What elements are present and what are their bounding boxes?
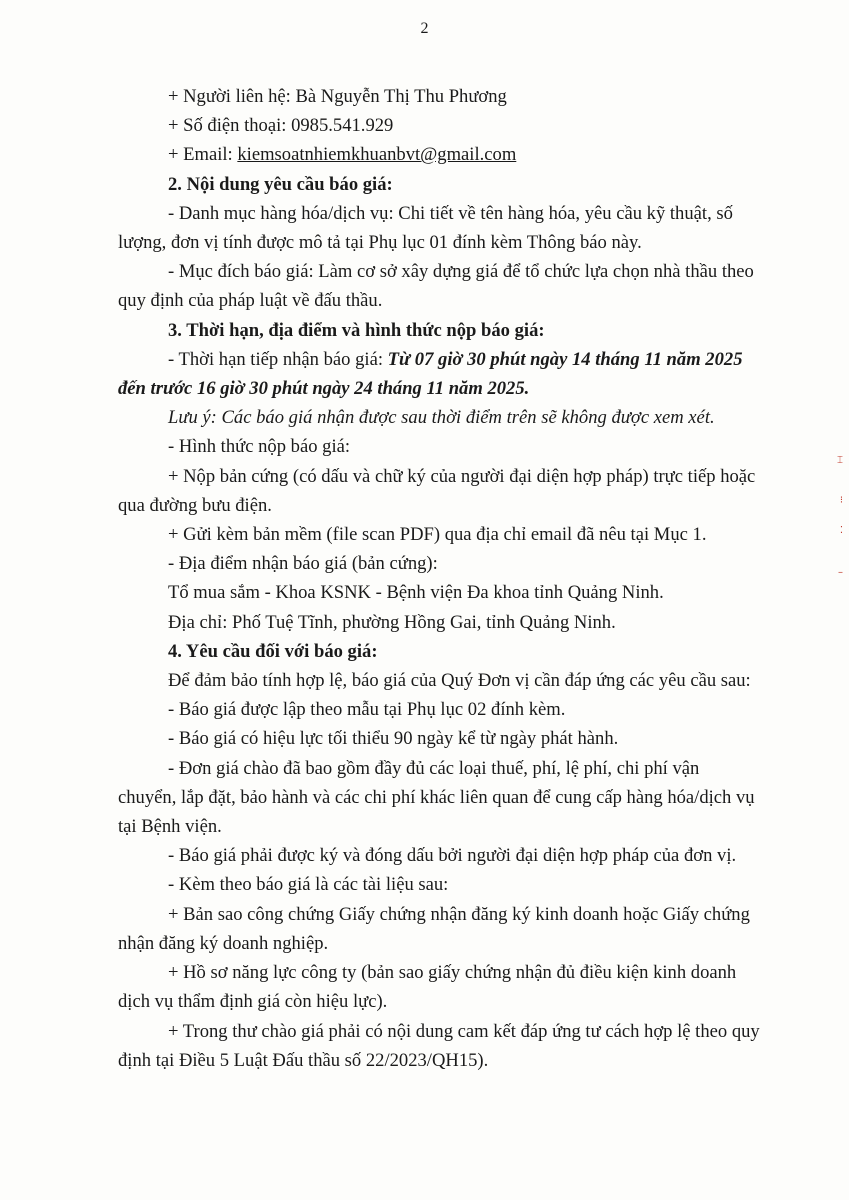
receiving-place-label: - Địa điểm nhận báo giá (bản cứng): bbox=[168, 553, 438, 575]
contact-email-line bbox=[118, 140, 760, 169]
attached-doc-1: + Bản sao công chứng Giấy chứng nhận đăng ký kinh doanh hoặc Giấy chứng nhận đăng ký doanh nghiệp. bbox=[118, 903, 750, 954]
section-4-heading: 4. Yêu cầu đối với báo giá: bbox=[168, 640, 378, 662]
contact-phone: + Số điện thoại: 0985.541.929 bbox=[168, 115, 394, 137]
requirement-5: - Kèm theo báo giá là các tài liệu sau: bbox=[168, 874, 449, 896]
submission-form-label: - Hình thức nộp báo giá: bbox=[168, 436, 351, 458]
contact-email-label: + Email: bbox=[168, 144, 238, 166]
attached-doc-2: + Hồ sơ năng lực công ty (bản sao giấy chứng nhận đủ điều kiện kinh doanh dịch vụ thẩm định giá còn hiệu lực). bbox=[118, 962, 737, 1013]
section-2-item-2: - Mục đích báo giá: Làm cơ sở xây dựng giá để tổ chức lựa chọn nhà thầu theo quy định của pháp luật về đấu thầu. bbox=[118, 261, 754, 312]
receiving-address: Địa chỉ: Phố Tuệ Tĩnh, phường Hồng Gai, tỉnh Quảng Ninh. bbox=[168, 611, 616, 633]
requirement-3: - Đơn giá chào đã bao gồm đầy đủ các loại thuế, phí, lệ phí, chi phí vận chuyển, lắp đặt, bảo hành và các chi phí khác liên quan để cung cấp hàng hóa/dịch vụ tại Bệnh viện. bbox=[118, 757, 755, 838]
requirement-2: - Báo giá có hiệu lực tối thiểu 90 ngày kể từ ngày phát hành. bbox=[168, 728, 619, 750]
section-4-intro: Để đảm bảo tính hợp lệ, báo giá của Quý Đơn vị cần đáp ứng các yêu cầu sau: bbox=[168, 670, 751, 692]
deadline-line bbox=[118, 345, 760, 403]
stamp-mark-icon: ⌶ bbox=[837, 455, 843, 466]
submission-form-softcopy: + Gửi kèm bản mềm (file scan PDF) qua địa chỉ email đã nêu tại Mục 1. bbox=[168, 524, 707, 546]
contact-email-link[interactable]: kiemsoatnhiemkhuanbvt@gmail.com bbox=[237, 144, 517, 166]
document-body bbox=[118, 82, 760, 1075]
requirement-1: - Báo giá được lập theo mẫu tại Phụ lục 02 đính kèm. bbox=[168, 699, 566, 721]
contact-person: + Người liên hệ: Bà Nguyễn Thị Thu Phương bbox=[168, 86, 507, 107]
section-3-heading: 3. Thời hạn, địa điểm và hình thức nộp báo giá: bbox=[168, 319, 545, 341]
requirement-4: - Báo giá phải được ký và đóng dấu bởi người đại diện hợp pháp của đơn vị. bbox=[168, 845, 737, 867]
section-2-item-1: - Danh mục hàng hóa/dịch vụ: Chi tiết về tên hàng hóa, yêu cầu kỹ thuật, số lượng, đơn vị tính được mô tả tại Phụ lục 01 đính kèm Thông báo này. bbox=[118, 202, 733, 254]
section-2-heading: 2. Nội dung yêu cầu báo giá: bbox=[168, 173, 393, 195]
receiving-unit: Tổ mua sắm - Khoa KSNK - Bệnh viện Đa khoa tỉnh Quảng Ninh. bbox=[168, 582, 664, 604]
stamp-mark-icon: – bbox=[838, 567, 843, 578]
stamp-mark-icon: ⁚ bbox=[839, 525, 843, 536]
submission-form-hardcopy: + Nộp bản cứng (có dấu và chữ ký của người đại diện hợp pháp) trực tiếp hoặc qua đường bưu điện. bbox=[118, 465, 756, 516]
margin-stamp-marks bbox=[819, 455, 849, 595]
page-number: 2 bbox=[420, 20, 429, 37]
attached-doc-3: + Trong thư chào giá phải có nội dung cam kết đáp ứng tư cách hợp lệ theo quy định tại Điều 5 Luật Đấu thầu số 22/2023/QH15). bbox=[118, 1020, 760, 1071]
deadline-value: Từ 07 giờ 30 phút ngày 14 tháng 11 năm 2025 đến trước 16 giờ 30 phút ngày 24 tháng 11 năm 2025. bbox=[118, 348, 743, 400]
late-submission-note: Lưu ý: Các báo giá nhận được sau thời điểm trên sẽ không được xem xét. bbox=[168, 407, 715, 429]
stamp-mark-icon: ⁝ bbox=[839, 495, 843, 506]
deadline-label: - Thời hạn tiếp nhận báo giá: bbox=[168, 348, 388, 370]
